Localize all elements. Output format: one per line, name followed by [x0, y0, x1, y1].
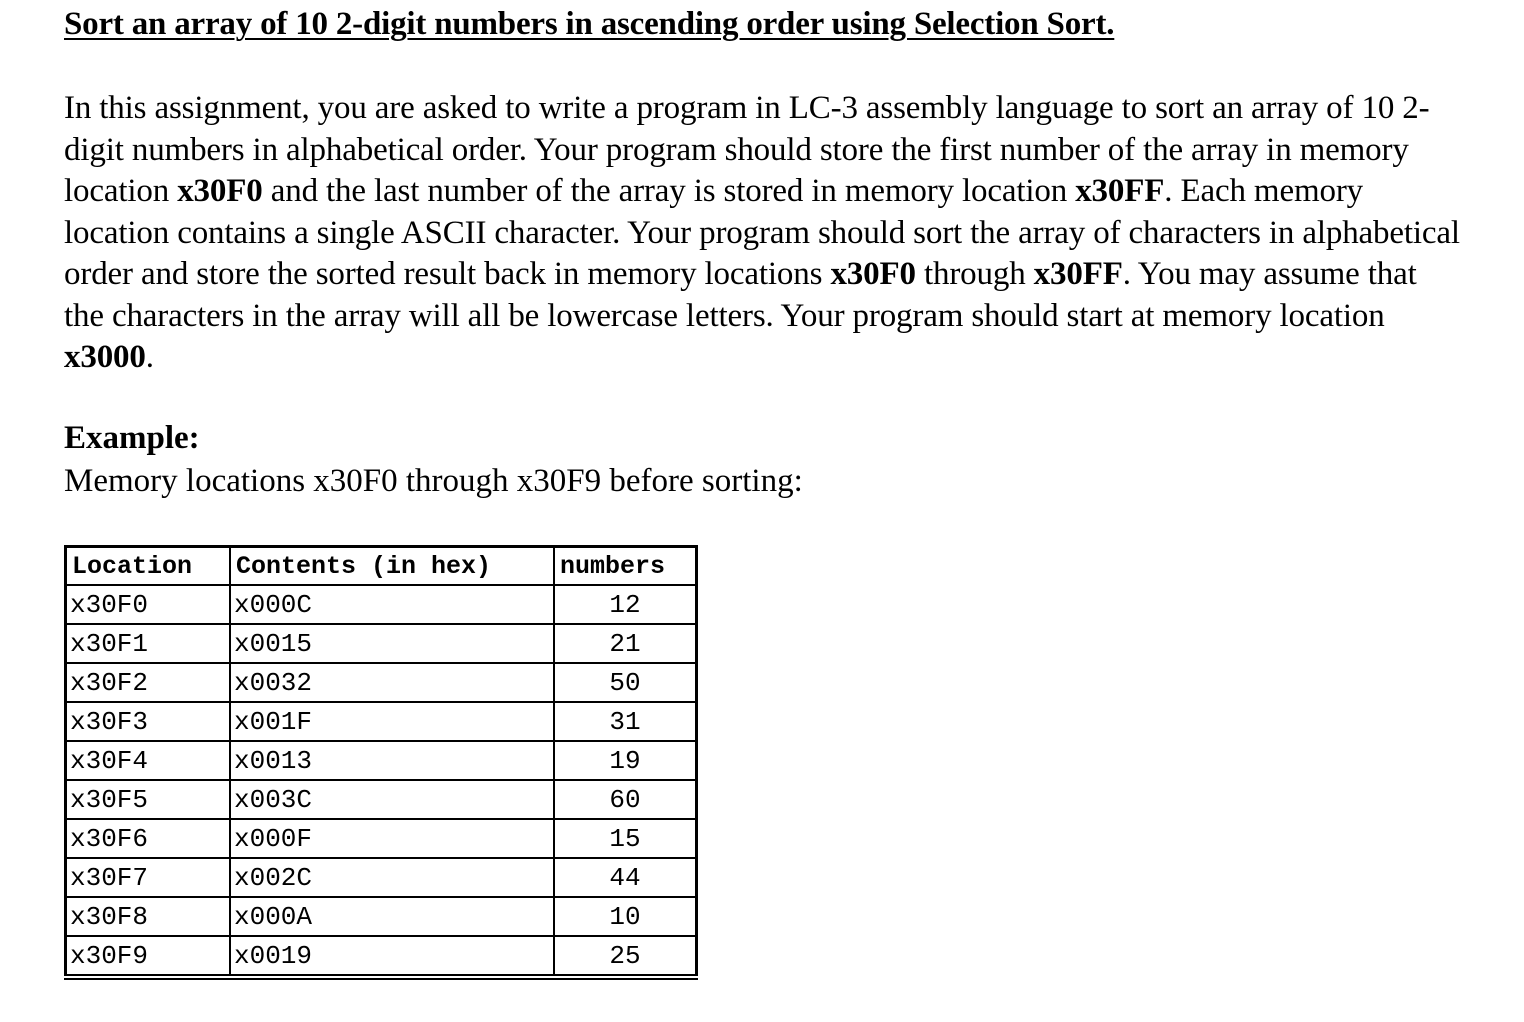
paragraph-text: . Each memory location contains a single ASCII character. Your program should sort the array of characters in alphabetical order and store the sorted result back in memory locations [64, 173, 1460, 292]
document-title: Sort an array of 10 2-digit numbers in ascending order using Selection Sort. [64, 6, 1115, 42]
table-row [66, 858, 697, 897]
memory-table [64, 545, 698, 980]
cell-contents: x002C [230, 858, 554, 897]
table-row [66, 936, 697, 977]
table-header-row [66, 547, 697, 586]
paragraph-text: . [145, 339, 154, 375]
paragraph-text-bold: x30FF [1075, 173, 1165, 209]
paragraph-text: . You may assume that the characters in the array will all be lowercase letters. Your program should start at memory location [64, 256, 1417, 334]
cell-number: 50 [554, 663, 697, 702]
cell-number: 21 [554, 624, 697, 663]
cell-contents: x001F [230, 702, 554, 741]
cell-location: x30F9 [66, 936, 231, 977]
paragraph-text-bold: x30F0 [830, 256, 916, 292]
cell-number: 10 [554, 897, 697, 936]
cell-location: x30F4 [66, 741, 231, 780]
example-description: Memory locations x30F0 through x30F9 before sorting: [64, 463, 803, 499]
table-row [66, 741, 697, 780]
paragraph-text: and the last number of the array is stored in memory location [262, 173, 1076, 209]
cell-number: 12 [554, 585, 697, 624]
cell-number: 31 [554, 702, 697, 741]
paragraph-text: In this assignment, you are asked to write a program in LC-3 assembly language to sort an array of 10 2-digit numbers in alphabetical order. Your program should store the first number of the array in memory location [64, 90, 1430, 209]
header-numbers: numbers [554, 547, 697, 586]
cell-number: 60 [554, 780, 697, 819]
table-row [66, 624, 697, 663]
cell-number: 19 [554, 741, 697, 780]
header-contents: Contents (in hex) [230, 547, 554, 586]
cell-contents: x0013 [230, 741, 554, 780]
table-row [66, 702, 697, 741]
cell-location: x30F3 [66, 702, 231, 741]
cell-contents: x0032 [230, 663, 554, 702]
cell-location: x30F1 [66, 624, 231, 663]
assignment-paragraph [64, 88, 1464, 379]
header-location: Location [66, 547, 231, 586]
table-row [66, 780, 697, 819]
table-row [66, 897, 697, 936]
table-row [66, 819, 697, 858]
cell-location: x30F5 [66, 780, 231, 819]
cell-location: x30F7 [66, 858, 231, 897]
cell-number: 25 [554, 936, 697, 977]
cell-contents: x000C [230, 585, 554, 624]
cell-location: x30F2 [66, 663, 231, 702]
paragraph-text-bold: x30F0 [177, 173, 263, 209]
cell-location: x30F6 [66, 819, 231, 858]
table-row [66, 585, 697, 624]
example-heading: Example: [64, 420, 200, 456]
cell-contents: x003C [230, 780, 554, 819]
cell-contents: x0015 [230, 624, 554, 663]
cell-contents: x000F [230, 819, 554, 858]
cell-contents: x000A [230, 897, 554, 936]
table-row [66, 663, 697, 702]
cell-contents: x0019 [230, 936, 554, 977]
paragraph-text-bold: x3000 [64, 339, 146, 375]
cell-number: 15 [554, 819, 697, 858]
cell-location: x30F8 [66, 897, 231, 936]
cell-location: x30F0 [66, 585, 231, 624]
paragraph-text-bold: x30FF [1033, 256, 1123, 292]
cell-number: 44 [554, 858, 697, 897]
paragraph-text: through [915, 256, 1034, 292]
